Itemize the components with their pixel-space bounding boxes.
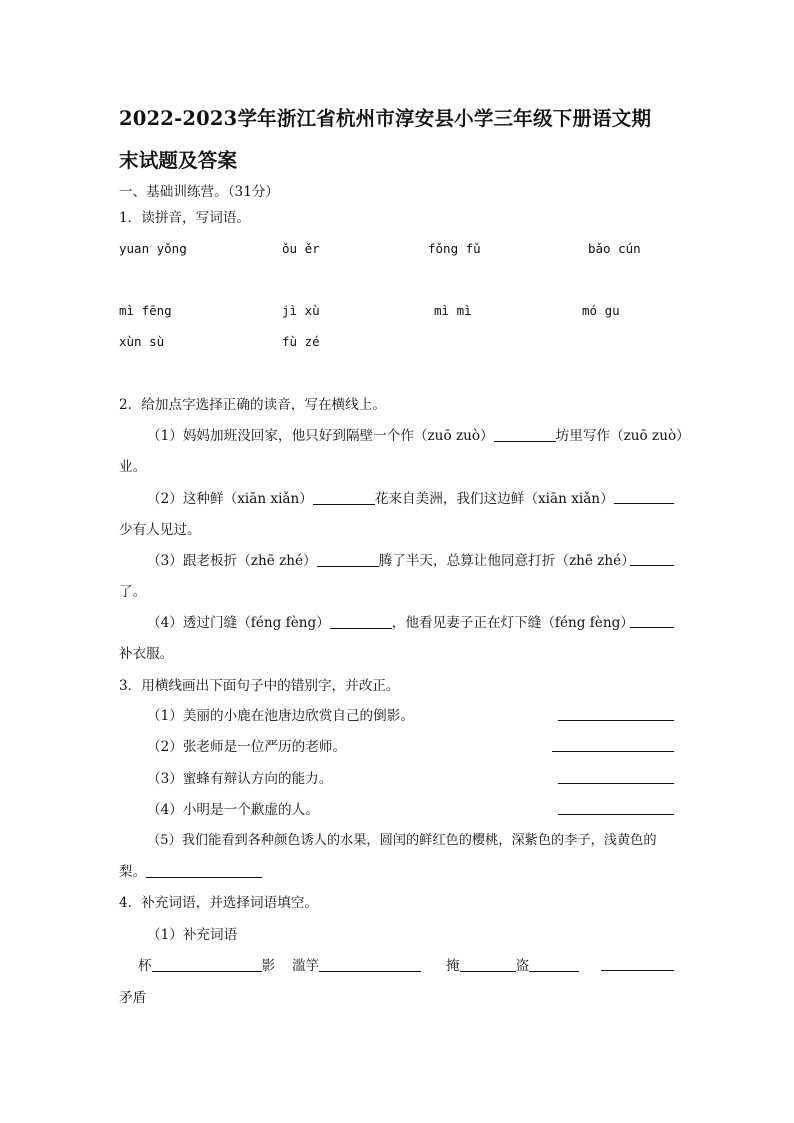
pinyin-item: fǒng fǔ — [428, 241, 481, 256]
answer-blank[interactable] — [460, 957, 516, 972]
q2-item-4-text-a: （4）透过门缝（féng fèng） — [147, 615, 330, 631]
pinyin-item: mì fēng — [119, 303, 172, 318]
pinyin-item: ǒu ěr — [282, 241, 320, 256]
q2-item-1-text-a: （1）妈妈加班没回家，他只好到隔壁一个作（zuō zuò） — [147, 428, 494, 444]
answer-blank[interactable] — [558, 783, 674, 784]
answer-blank[interactable] — [146, 863, 262, 878]
answer-blank[interactable] — [330, 614, 392, 629]
q2-item-1-cont: 业。 — [119, 459, 147, 475]
pinyin-item: xùn sù — [119, 334, 165, 349]
q3-sentence-5: （5）我们能看到各种颜色诱人的水果，圆闰的鲜红色的樱桃，深紫色的李子，浅黄色的 — [147, 833, 657, 848]
q3-sentence-3: （3）蜜蜂有辩认方向的能力。 — [147, 771, 333, 787]
q2-item-3-cont: 了。 — [119, 584, 147, 600]
q2-item-1-text-b: 坊里写作（zuō zuò） — [555, 428, 690, 444]
answer-blank[interactable] — [152, 957, 262, 972]
pinyin-item: mó gu — [582, 303, 620, 318]
page-title-line1: 2022-2023学年浙江省杭州市淳安县小学三年级下册语文期 — [119, 107, 652, 130]
idiom-2-chars: 滥竽 — [292, 958, 320, 974]
q2-item-4-text-b: ，他看见妻子正在灯下缝（féng fèng） — [391, 615, 634, 631]
idiom-1-char-a: 杯 — [138, 958, 152, 974]
idiom-1-char-b: 影 — [261, 958, 276, 974]
pinyin-item: fù zé — [282, 334, 320, 349]
pinyin-item: mì mì — [434, 303, 472, 318]
idiom-3-char-b: 盗 — [515, 958, 530, 974]
q2-item-2-text-b: 花来自美洲，我们这边鲜（xiān xiǎn） — [374, 491, 614, 507]
q4-subheading: （1）补充词语 — [147, 927, 238, 943]
page-title-line2: 末试题及答案 — [119, 149, 238, 172]
answer-blank[interactable] — [630, 627, 674, 628]
pinyin-item: jì xù — [282, 303, 320, 318]
idiom-3-char-a: 掩 — [446, 958, 460, 974]
answer-blank[interactable] — [614, 503, 674, 504]
q2-item-2 — [147, 490, 614, 508]
q2-item-2-text-a: （2）这种鲜（xiān xiǎn） — [147, 491, 313, 507]
idiom-1 — [138, 957, 275, 975]
q2-item-3-text-b: 腾了半天，总算让他同意打折（zhē zhé） — [378, 553, 635, 569]
q2-item-3 — [147, 552, 635, 570]
idiom-2 — [292, 957, 421, 975]
section-heading: 一、基础训练营。（31分） — [119, 184, 280, 200]
q3-sentence-5-cont — [119, 863, 262, 881]
answer-blank[interactable] — [494, 427, 556, 442]
q2-item-4 — [147, 614, 634, 632]
q2-item-3-text-a: （3）跟老板折（zhē zhé） — [147, 553, 317, 569]
answer-blank[interactable] — [313, 490, 375, 505]
answer-blank[interactable] — [558, 814, 674, 815]
q2-item-1 — [147, 427, 690, 445]
q3-sentence-2: （2）张老师是一位严历的老师。 — [147, 739, 346, 755]
q3-sentence-1: （1）美丽的小鹿在池唐边欣赏自己的倒影。 — [147, 708, 414, 724]
q2-heading: 2．给加点字选择正确的读音，写在横线上。 — [119, 397, 386, 413]
q1-heading: 1．读拼音，写词语。 — [119, 210, 250, 226]
pinyin-item: yuan yǒng — [119, 241, 187, 256]
answer-blank[interactable] — [630, 565, 674, 566]
q2-item-4-cont: 补衣服。 — [119, 646, 174, 662]
q3-sentence-4: （4）小明是一个歉虚的人。 — [147, 802, 319, 818]
answer-blank[interactable] — [558, 720, 674, 721]
answer-blank[interactable] — [552, 751, 674, 752]
q3-heading: 3．用横线画出下面句子中的错别字，并改正。 — [119, 678, 400, 694]
answer-blank[interactable] — [529, 957, 579, 972]
idiom-3 — [446, 957, 579, 975]
q2-item-2-cont: 少有人见过。 — [119, 522, 201, 538]
pinyin-item: bǎo cún — [588, 241, 641, 256]
q3-sentence-5-end: 梨。 — [119, 864, 147, 880]
answer-blank[interactable] — [319, 957, 421, 972]
idiom-4: 矛盾 — [119, 990, 147, 1006]
answer-blank[interactable] — [317, 552, 379, 567]
q4-heading: 4．补充词语，并选择词语填空。 — [119, 895, 318, 911]
answer-blank[interactable] — [601, 970, 674, 971]
